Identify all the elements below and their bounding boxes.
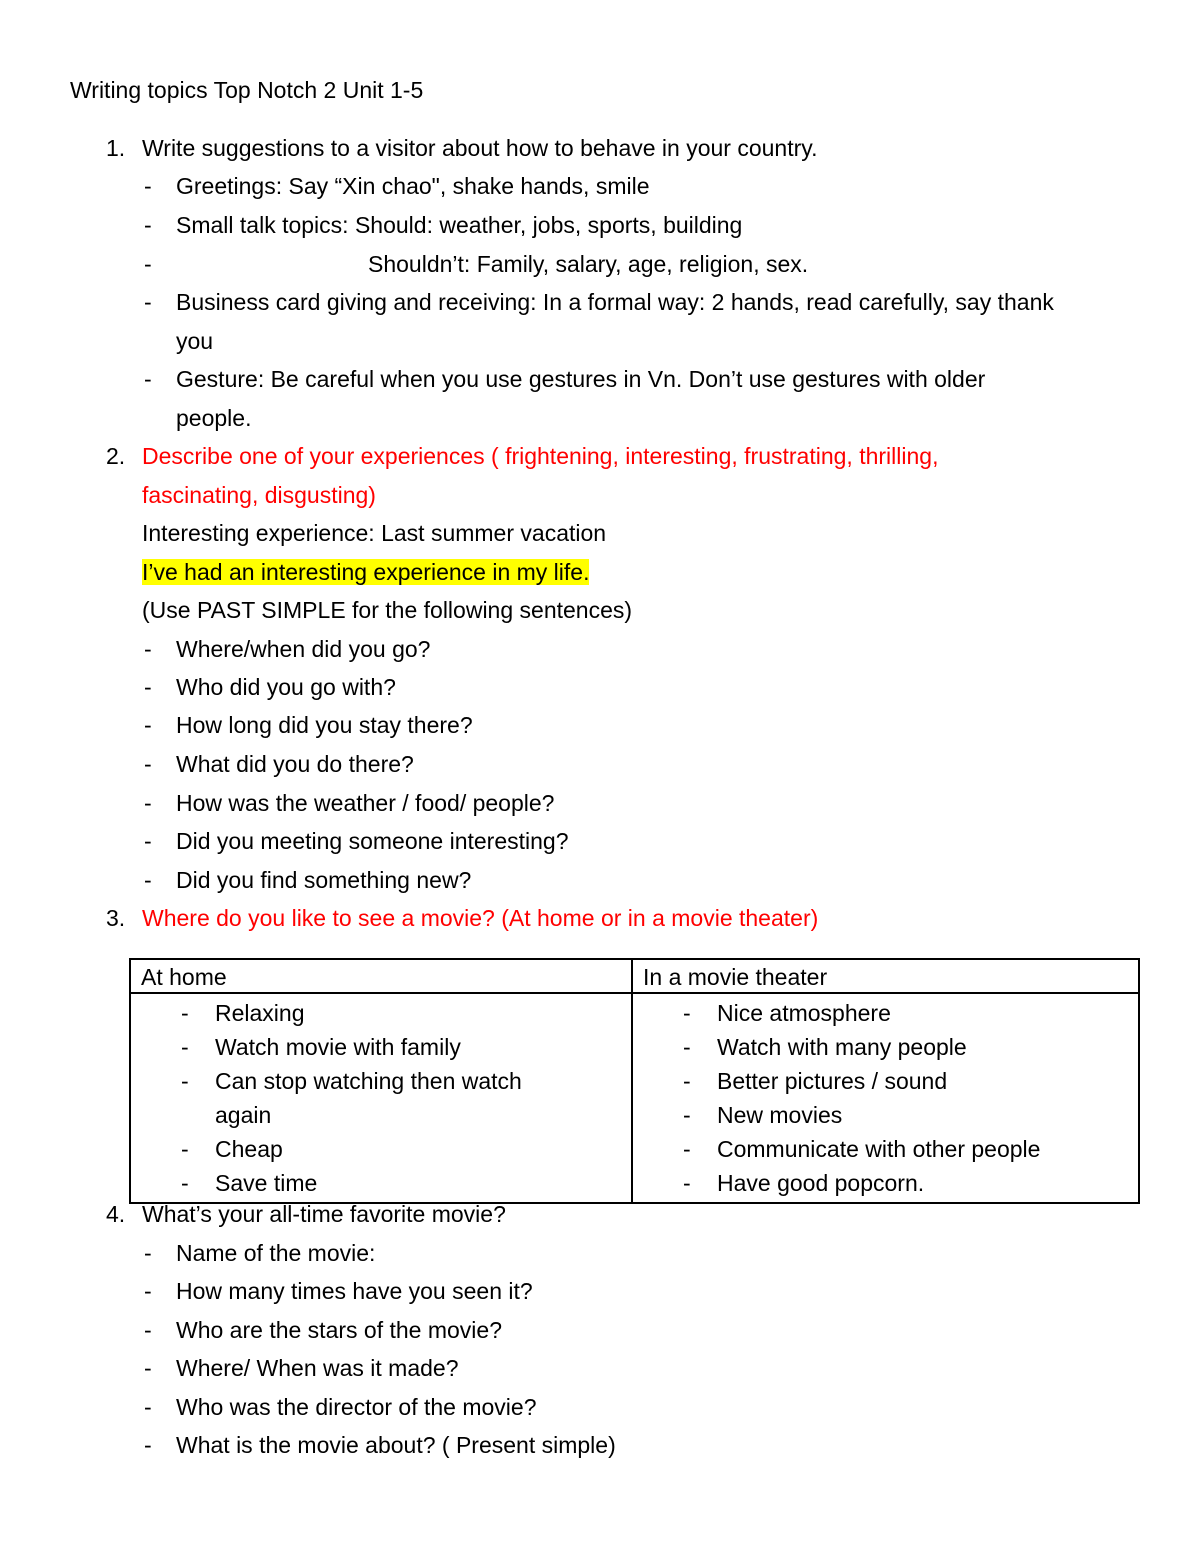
list-dash: - [144, 212, 152, 238]
list-item-continuation: people. [176, 405, 252, 431]
topic-1-number: 1. [106, 135, 126, 161]
list-dash: - [144, 1317, 152, 1343]
at-home-list [141, 996, 621, 1200]
list-dash: - [144, 712, 152, 738]
topic-2-subtitle: Interesting experience: Last summer vacation [142, 520, 607, 546]
highlighted-sentence [142, 557, 589, 587]
list-item: Who was the director of the movie? [176, 1394, 537, 1420]
list-item: Where/when did you go? [176, 636, 431, 662]
list-dash: - [144, 1432, 152, 1458]
list-item: Gesture: Be careful when you use gestures in Vn. Don’t use gestures with older [176, 366, 986, 392]
list-item: - Can stop watching then watch again [215, 1064, 575, 1132]
topic-1-heading: Write suggestions to a visitor about how to behave in your country. [142, 135, 818, 161]
table-header-at-home: At home [130, 959, 632, 993]
list-item: Who did you go with? [176, 674, 396, 700]
list-item: Who are the stars of the movie? [176, 1317, 502, 1343]
list-item: - Have good popcorn. [717, 1166, 1117, 1200]
topic-2-note: (Use PAST SIMPLE for the following sentences) [142, 597, 633, 623]
list-dash: - [144, 751, 152, 777]
table-row [130, 993, 1139, 1203]
list-dash: - [144, 173, 152, 199]
list-dash: - [144, 636, 152, 662]
topic-3-heading: Where do you like to see a movie? (At home or in a movie theater) [142, 905, 819, 931]
list-item: - Better pictures / sound [717, 1064, 1117, 1098]
list-dash: - [144, 366, 152, 392]
list-dash: - [144, 674, 152, 700]
list-item-continuation: you [176, 328, 214, 354]
list-item: - Save time [215, 1166, 575, 1200]
highlight-text: I’ve had an interesting experience in my life. [142, 559, 590, 585]
list-item: - Watch with many people [717, 1030, 1117, 1064]
table-cell-movie-theater [632, 993, 1139, 1203]
list-item: What did you do there? [176, 751, 414, 777]
list-item: - Communicate with other people [717, 1132, 1117, 1166]
list-item: - New movies [717, 1098, 1117, 1132]
list-dash: - [144, 828, 152, 854]
list-item: Name of the movie: [176, 1240, 376, 1266]
table-header-row [130, 959, 1139, 993]
list-item: Did you meeting someone interesting? [176, 828, 569, 854]
list-dash: - [144, 289, 152, 315]
list-dash: - [144, 1240, 152, 1266]
topic-2-heading-continuation: fascinating, disgusting) [142, 482, 376, 508]
list-item: Small talk topics: Should: weather, jobs, sports, building [176, 212, 743, 238]
list-item: How was the weather / food/ people? [176, 790, 555, 816]
topic-3-number: 3. [106, 905, 126, 931]
list-item: - Relaxing [215, 996, 575, 1030]
list-dash: - [144, 1278, 152, 1304]
list-dash: - [144, 1394, 152, 1420]
list-item: How many times have you seen it? [176, 1278, 533, 1304]
list-item: - Nice atmosphere [717, 996, 1117, 1030]
list-item: What is the movie about? ( Present simple) [176, 1432, 616, 1458]
list-item: - Watch movie with family [215, 1030, 575, 1064]
topic-4-number: 4. [106, 1201, 126, 1227]
list-dash: - [144, 867, 152, 893]
list-dash: - [144, 790, 152, 816]
movie-comparison-table [129, 958, 1140, 1204]
list-item: Where/ When was it made? [176, 1355, 459, 1381]
list-item: Did you find something new? [176, 867, 472, 893]
list-item: Greetings: Say “Xin chao", shake hands, smile [176, 173, 650, 199]
list-dash: - [144, 1355, 152, 1381]
list-dash: - [144, 251, 152, 277]
list-item: How long did you stay there? [176, 712, 473, 738]
list-item: Shouldn’t: Family, salary, age, religion, sex. [368, 251, 809, 277]
list-item: - Cheap [215, 1132, 575, 1166]
table-header-movie-theater: In a movie theater [632, 959, 1139, 993]
table-cell-at-home [130, 993, 632, 1203]
topic-4-heading: What’s your all-time favorite movie? [142, 1201, 506, 1227]
topic-2-number: 2. [106, 443, 126, 469]
document-title: Writing topics Top Notch 2 Unit 1-5 [70, 77, 424, 103]
topic-2-heading: Describe one of your experiences ( frightening, interesting, frustrating, thrilling, [142, 443, 939, 469]
list-item: Business card giving and receiving: In a formal way: 2 hands, read carefully, say thank [176, 289, 1054, 315]
movie-theater-list [643, 996, 1128, 1200]
